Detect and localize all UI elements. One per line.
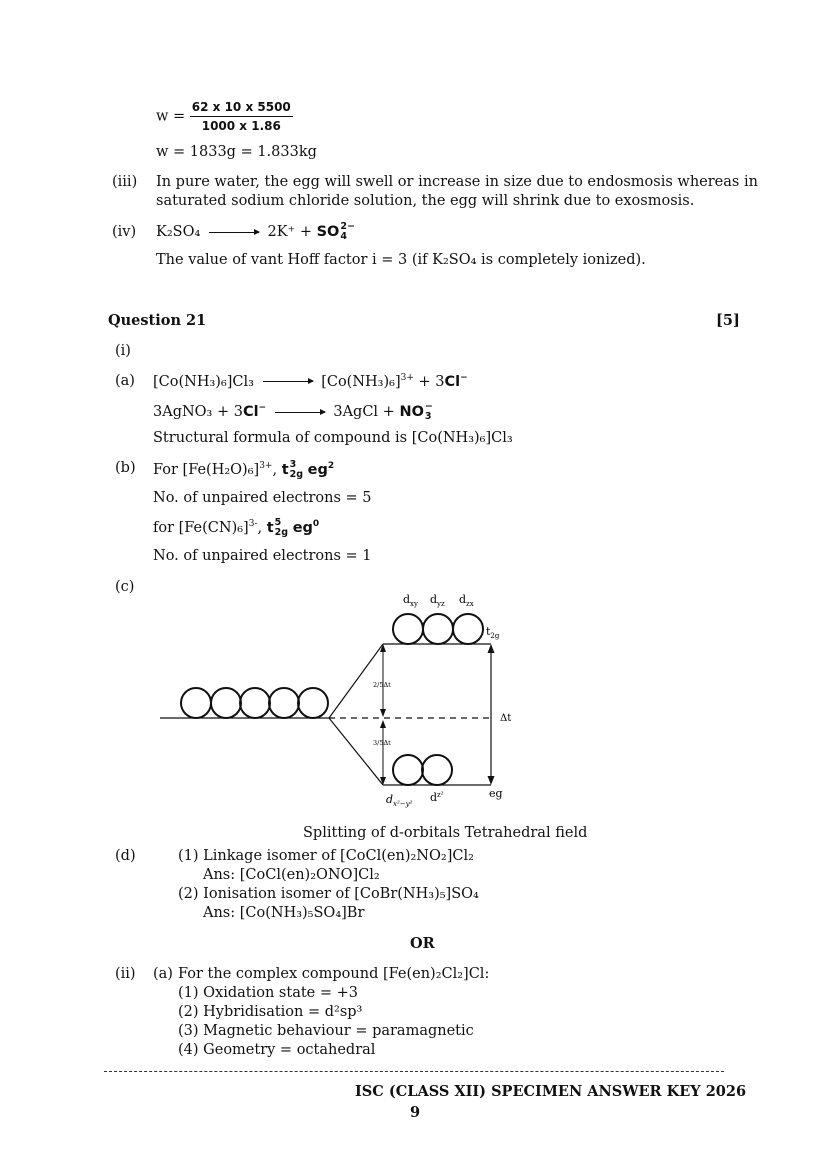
dx2-y2-label: $d_{x^2-y^2}$	[386, 793, 413, 808]
lower-split-label: 3/5Δt	[373, 739, 391, 747]
delta-t-label: Δt	[500, 713, 512, 724]
dzx-label: $d_{zx}$	[459, 593, 474, 608]
q21-a-label: (a)	[115, 373, 135, 389]
q21-b-line1: For $[Fe(H_2O)_6]^{3+}$, t 3 2g $eg^2$	[153, 459, 335, 480]
vant-hoff-text: The value of vant Hoff factor i = 3 (if K₂SO₄ is completely ionized).	[156, 252, 646, 268]
eq2-chloride-charge: −	[258, 403, 267, 414]
eg-label: eg	[489, 787, 503, 800]
eg-orbitals	[393, 755, 452, 785]
q21-b-unpaired2: No. of unpaired electrons = 1	[153, 548, 372, 564]
eq1-left: [Co(NH₃)₆]Cl₃	[153, 373, 254, 390]
q21-ii-sub-label: (a)	[153, 966, 173, 982]
split-line-down	[329, 718, 383, 785]
eq2-chloride: Cl	[242, 404, 259, 420]
k2so4-reactant: K₂SO₄	[156, 224, 201, 240]
eq2-nitrate: NO − 3	[399, 401, 433, 422]
footer-title: ISC (CLASS XII) SPECIMEN ANSWER KEY 2026	[355, 1083, 747, 1100]
t2g-orbitals	[393, 614, 483, 644]
q21-d-item1: (1) Linkage isomer of [CoCl(en)₂NO₂]Cl₂	[178, 848, 474, 864]
q21-d-label: (d)	[115, 848, 136, 864]
q21-ii-item: (2) Hybridisation = d²sp³	[178, 1004, 363, 1020]
eq1-right: [Co(NH₃)₆]	[321, 373, 401, 390]
q21-d-item2: (2) Ionisation isomer of [CoBr(NH₃)₅]SO₄	[178, 886, 479, 902]
q21-b-line3: for $[Fe(CN)_6]^{3-}$, t 5 2g $eg^0$	[153, 517, 320, 538]
q21-ii-item: (3) Magnetic behaviour = paramagnetic	[178, 1023, 474, 1039]
eg-config-2: $eg^0$	[292, 519, 320, 536]
upper-split-label: 2/5Δt	[373, 681, 391, 689]
q21-ii-item: (4) Geometry = octahedral	[178, 1042, 376, 1058]
eg-config-1: $eg^2$	[307, 461, 335, 478]
t2g-label: $t_{2g}$	[486, 625, 500, 640]
q21-b-label: (b)	[115, 460, 136, 476]
q21-d-ans2: Ans: [Co(NH₃)₅SO₄]Br	[203, 905, 365, 921]
eq1-chloride: Cl	[444, 373, 461, 390]
part-iv-label: (iv)	[112, 224, 137, 240]
t2g-config-1: t 3 2g	[281, 459, 304, 480]
w-numerator: 62 x 10 x 5500	[190, 100, 293, 117]
eq2-right: 3AgCl +	[333, 404, 395, 420]
q21-b-unpaired1: No. of unpaired electrons = 5	[153, 490, 372, 506]
q21-ii-intro: For the complex compound [Fe(en)₂Cl₂]Cl:	[178, 966, 490, 982]
q21-a-structural: Structural formula of compound is [Co(NH₃)₆]Cl₃	[153, 430, 513, 446]
question-title: Question 21	[108, 312, 207, 329]
k-product: 2K⁺ +	[267, 224, 312, 240]
dxy-label: $d_{xy}$	[403, 593, 418, 608]
q21-d-ans1: Ans: [CoCl(en)₂ONO]Cl₂	[203, 867, 380, 883]
w-result: w = 1833g = 1.833kg	[156, 144, 317, 160]
dyz-label: $d_{yz}$	[430, 593, 445, 608]
question-marks: [5]	[716, 312, 740, 329]
part-iii-label: (iii)	[112, 174, 138, 190]
w-lhs: w =	[156, 108, 186, 125]
dz2-label: $d^{z^2}$	[430, 791, 444, 804]
degenerate-d-orbitals	[181, 688, 328, 718]
eq2-left: 3AgNO₃ + 3	[153, 404, 243, 420]
footer-divider	[104, 1071, 724, 1072]
part-iii-line2: saturated sodium chloride solution, the egg will shrink due to exosmosis.	[156, 193, 695, 209]
q21-ii-item: (1) Oxidation state = +3	[178, 985, 358, 1001]
eq1-right-charge: 3+	[400, 373, 414, 383]
q21-c-label: (c)	[115, 579, 135, 595]
eq1-chloride-charge: −	[460, 373, 468, 383]
q21-ii-label: (ii)	[115, 966, 136, 982]
t2g-config-2: t 5 2g	[266, 517, 289, 538]
eq1-right-tail: + 3	[418, 373, 445, 390]
so4-product: SO 2− 4	[316, 221, 355, 242]
w-denominator: 1000 x 1.86	[201, 119, 281, 133]
page-number: 9	[410, 1104, 421, 1121]
part-iii-line1: In pure water, the egg will swell or increase in size due to endosmosis whereas in	[156, 174, 758, 190]
q21-i-label: (i)	[115, 343, 131, 359]
diagram-caption: Splitting of d-orbitals Tetrahedral field	[303, 825, 588, 841]
or-separator: OR	[410, 935, 435, 952]
